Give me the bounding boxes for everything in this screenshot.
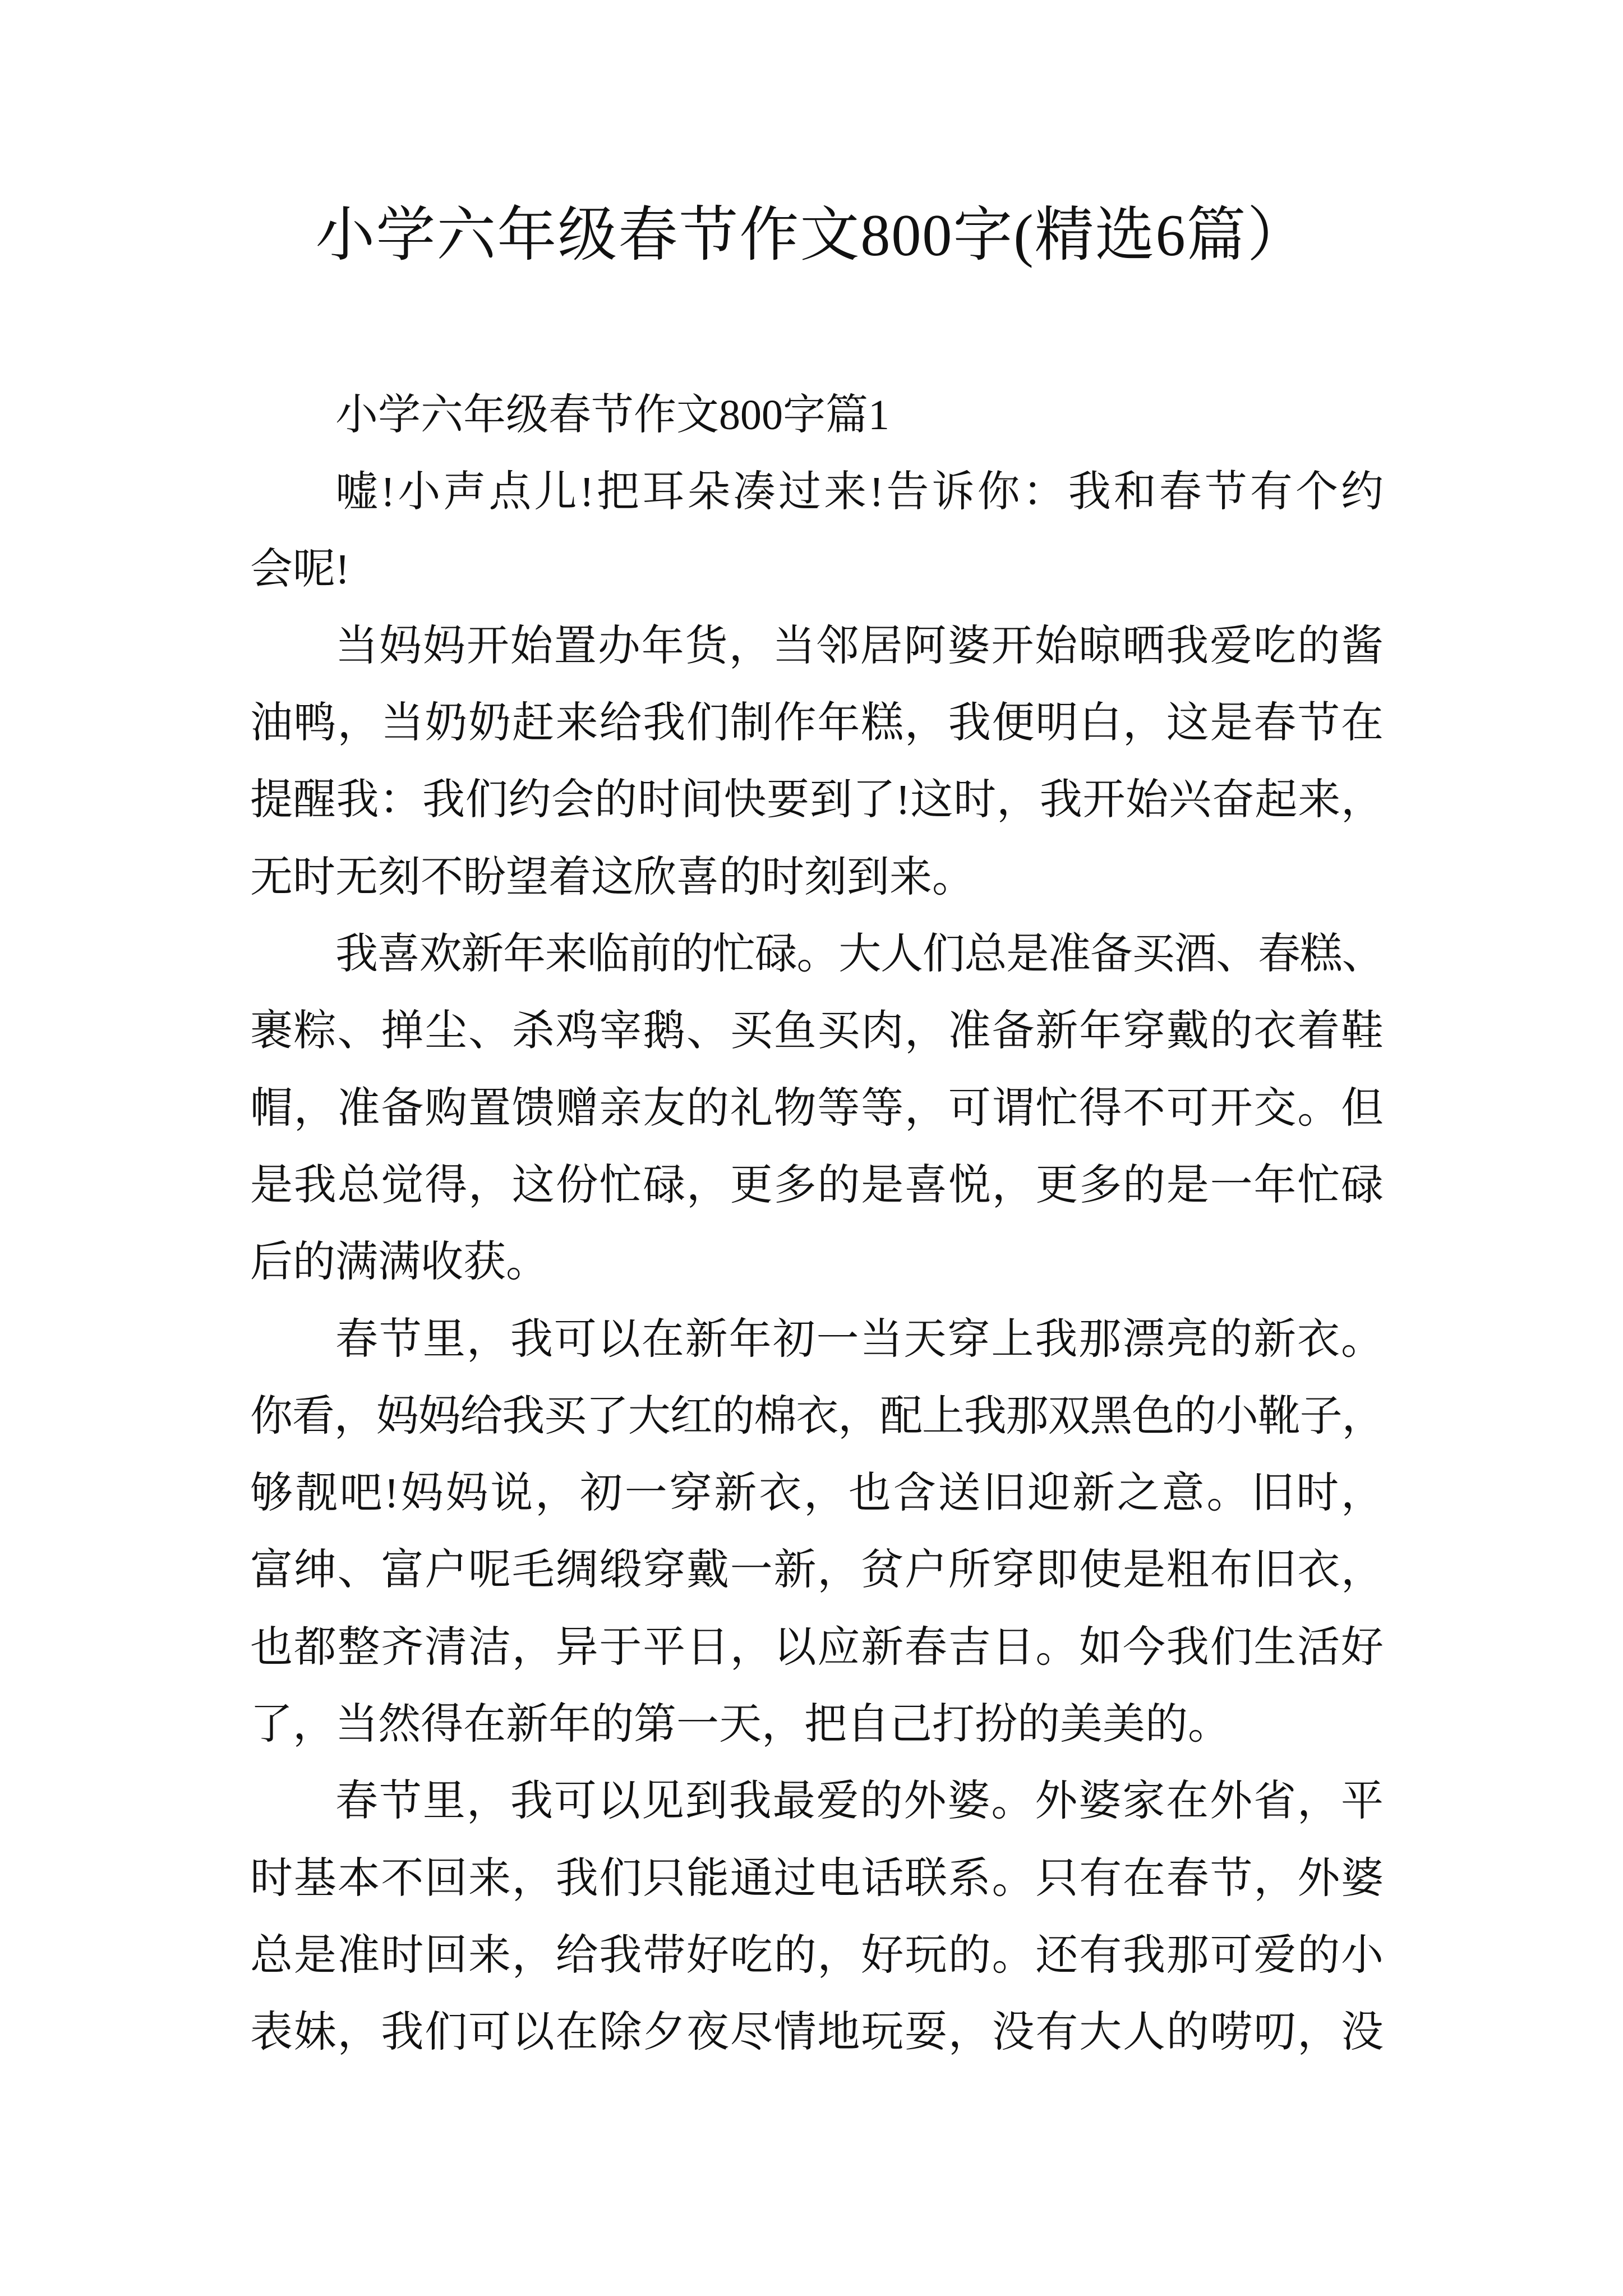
text-line: 是我总觉得，这份忙碌，更多的是喜悦，更多的是一年忙碌: [250, 1161, 1384, 1209]
text-line: 够靓吧!妈妈说，初一穿新衣，也含送旧迎新之意。旧时，: [250, 1470, 1384, 1517]
section-heading: 小学六年级春节作文800字篇1: [335, 392, 889, 439]
paragraph-2: [250, 608, 1384, 916]
text-line: 春节里，我可以见到我最爱的外婆。外婆家在外省，平: [335, 1778, 1384, 1825]
text-line: 总是准时回来，给我带好吃的，好玩的。还有我那可爱的小: [250, 1931, 1384, 1979]
paragraph-1: [250, 454, 1384, 608]
text-line: 我喜欢新年来临前的忙碌。大人们总是准备买酒、春糕、: [335, 931, 1384, 978]
text-line: 提醒我：我们约会的时间快要到了!这时，我开始兴奋起来，: [250, 776, 1384, 824]
text-line: 裹粽、掸尘、杀鸡宰鹅、买鱼买肉，准备新年穿戴的衣着鞋: [250, 1007, 1384, 1055]
text-line: 你看，妈妈给我买了大红的棉衣，配上我那双黑色的小靴子，: [250, 1392, 1384, 1440]
paragraph-5: [250, 1763, 1384, 2071]
paragraph-4: [250, 1301, 1384, 1764]
text-line: 了，当然得在新年的第一天，把自己打扮的美美的。: [250, 1701, 1230, 1749]
text-line: 富绅、富户呢毛绸缎穿戴一新，贫户所穿即使是粗布旧衣，: [250, 1547, 1384, 1594]
text-line: 无时无刻不盼望着这欣喜的时刻到来。: [250, 853, 975, 901]
text-line: 帽，准备购置馈赠亲友的礼物等等，可谓忙得不可开交。但: [250, 1084, 1384, 1132]
text-line: 当妈妈开始置办年货，当邻居阿婆开始晾晒我爱吃的酱: [335, 622, 1384, 670]
document-title: 小学六年级春节作文800字(精选6篇）: [315, 203, 1308, 268]
text-line: 春节里，我可以在新年初一当天穿上我那漂亮的新衣。: [335, 1315, 1384, 1363]
text-line: 嘘!小声点儿!把耳朵凑过来!告诉你：我和春节有个约: [335, 468, 1384, 516]
text-line: 表妹，我们可以在除夕夜尽情地玩耍，没有大人的唠叨，没: [250, 2009, 1384, 2056]
text-line: 会呢!: [250, 545, 350, 593]
document-body: [250, 377, 1384, 2072]
text-line: 时基本不回来，我们只能通过电话联系。只有在春节，外婆: [250, 1855, 1384, 1902]
text-line: 油鸭，当奶奶赶来给我们制作年糕，我便明白，这是春节在: [250, 700, 1384, 747]
paragraph-3: [250, 916, 1384, 1301]
text-line: 后的满满收获。: [250, 1239, 548, 1286]
text-line: 也都整齐清洁，异于平日，以应新春吉日。如今我们生活好: [250, 1623, 1384, 1671]
